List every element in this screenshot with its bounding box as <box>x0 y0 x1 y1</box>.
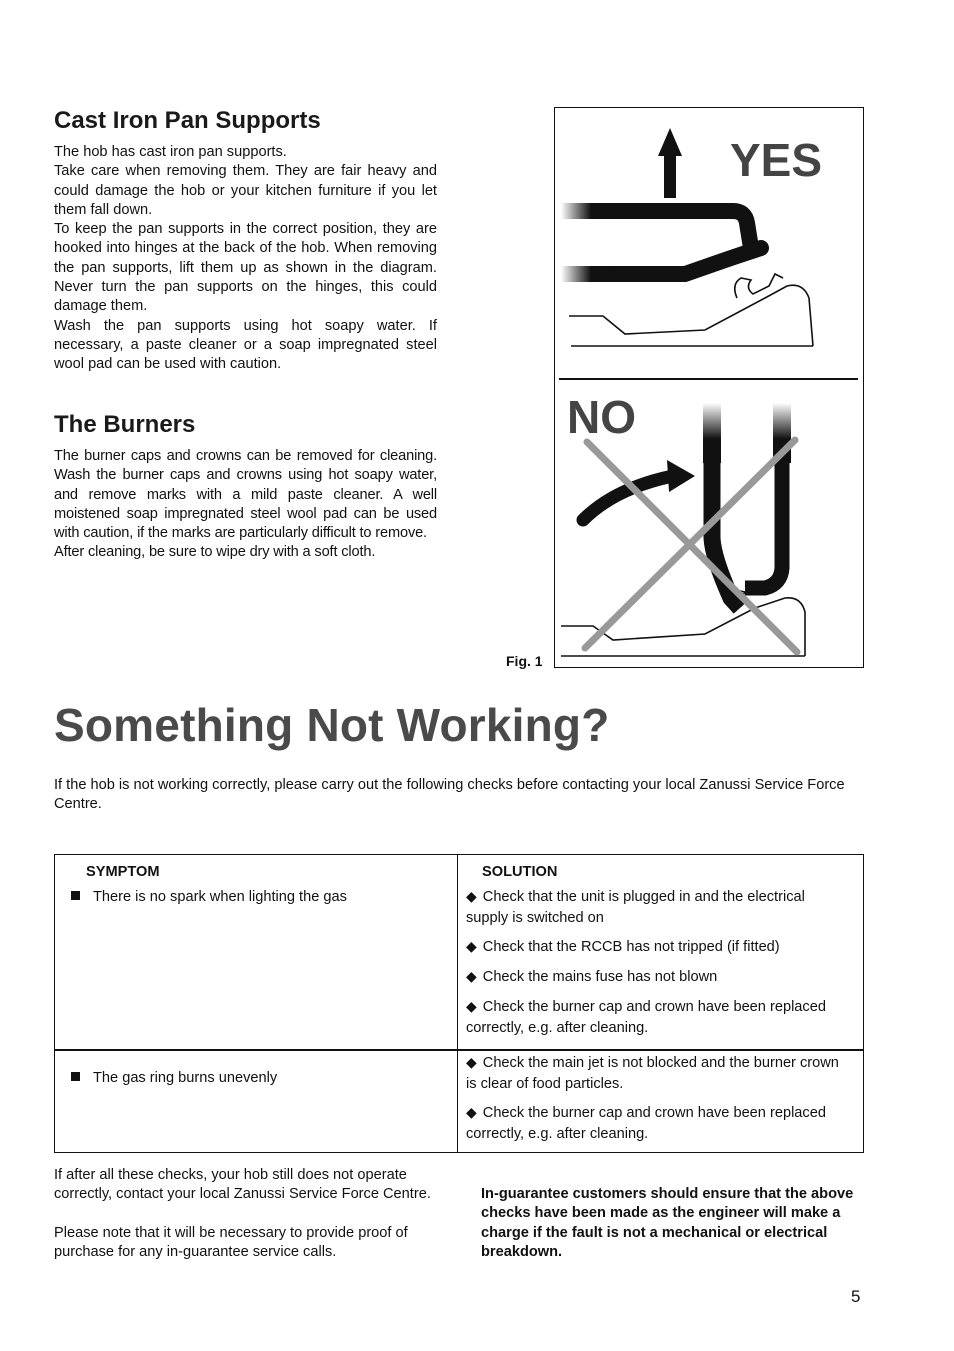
troubleshooting-intro: If the hob is not working correctly, please carry out the following checks before contacting your local Zanussi Service Force Centre. <box>54 777 845 813</box>
diamond-bullet-icon: ◆ <box>466 888 477 904</box>
burners-paragraph: The burner caps and crowns can be removed for cleaning. Wash the burner caps and crowns using hot soapy water, and remove marks with a mild paste cleaner. A well moistened soap impregnated steel wool pad can be used with caution, if the marks are particularly difficult to remove. <box>54 448 437 542</box>
lifted-pan-support-icon <box>561 203 761 282</box>
after-paragraph: If after all these checks, your hob still does not operate correctly, contact your local Zanussi Service Force Centre. <box>54 1167 431 1203</box>
solution-text: Check that the unit is plugged in and the electrical supply is switched on <box>466 889 805 926</box>
solution-item <box>466 1102 851 1144</box>
cross-out-icon <box>585 440 797 652</box>
after-paragraph: Please note that it will be necessary to provide proof of purchase for any in-guarantee service calls. <box>54 1224 408 1260</box>
solution-item <box>466 936 851 958</box>
table-row-symptom <box>71 888 347 907</box>
hob-hinge-icon <box>569 274 813 346</box>
solution-text: Check the burner cap and crown have been replaced correctly, e.g. after cleaning. <box>466 1105 826 1142</box>
solution-text: Check the main jet is not blocked and the burner crown is clear of food particles. <box>466 1055 839 1092</box>
yes-label: YES <box>730 134 823 186</box>
after-checks-text <box>54 1166 454 1281</box>
solution-header: SOLUTION <box>482 864 558 880</box>
solution-item <box>466 1052 851 1094</box>
guarantee-note: In-guarantee customers should ensure that the above checks have been made as the engineer will make a charge if the fault is not a mechanical or electrical breakdown. <box>481 1186 854 1260</box>
pan-supports-paragraph: To keep the pan supports in the correct position, they are hooked into hinges at the back of the hob. When removing the pan supports, lift them up as shown in the diagram. Never turn the pan supports on the hinges, this could damage them. <box>54 221 437 315</box>
solution-text: Check the mains fuse has not blown <box>482 969 718 985</box>
symptom-text: The gas ring burns unevenly <box>93 1070 278 1086</box>
symptom-text: There is no spark when lighting the gas <box>93 889 347 905</box>
solution-item <box>466 996 851 1038</box>
table-column-divider <box>457 855 458 1152</box>
pan-supports-paragraph: Take care when removing them. They are fair heavy and could damage the hob or your kitchen furniture if you let them fall down. <box>54 163 437 218</box>
troubleshooting-table <box>54 854 864 1153</box>
diamond-bullet-icon: ◆ <box>466 1104 477 1120</box>
page-number: 5 <box>851 1287 861 1306</box>
solution-item <box>466 886 851 928</box>
page-title: Something Not Working? <box>54 699 610 751</box>
burners-heading: The Burners <box>54 411 196 438</box>
burners-text <box>54 447 437 563</box>
diamond-bullet-icon: ◆ <box>466 1054 477 1070</box>
solution-text: Check the burner cap and crown have been replaced correctly, e.g. after cleaning. <box>466 999 826 1036</box>
pan-supports-paragraph: The hob has cast iron pan supports. <box>54 144 287 160</box>
diamond-bullet-icon: ◆ <box>466 968 477 984</box>
figure-label: Fig. 1 <box>506 653 543 669</box>
up-arrow-icon <box>658 128 682 198</box>
table-row-symptom <box>71 1069 277 1088</box>
no-label: NO <box>567 391 636 443</box>
table-row-divider <box>55 1049 863 1051</box>
solution-item <box>466 966 851 988</box>
pan-support-diagram <box>555 108 862 666</box>
pan-supports-heading: Cast Iron Pan Supports <box>54 107 321 134</box>
symptom-header: SYMPTOM <box>86 864 160 880</box>
burners-paragraph: After cleaning, be sure to wipe dry with a soft cloth. <box>54 544 376 561</box>
figure-pan-support-removal <box>554 107 864 668</box>
pan-supports-text <box>54 143 437 375</box>
pan-supports-paragraph: Wash the pan supports using hot soapy water. If necessary, a paste cleaner or a soap impregnated steel wool pad can be used with caution. <box>54 317 437 373</box>
diamond-bullet-icon: ◆ <box>466 938 477 954</box>
turned-pan-support-icon <box>703 403 791 608</box>
solution-text: Check that the RCCB has not tripped (if fitted) <box>482 939 780 955</box>
square-bullet-icon <box>71 891 80 900</box>
square-bullet-icon <box>71 1072 80 1081</box>
diamond-bullet-icon: ◆ <box>466 998 477 1014</box>
